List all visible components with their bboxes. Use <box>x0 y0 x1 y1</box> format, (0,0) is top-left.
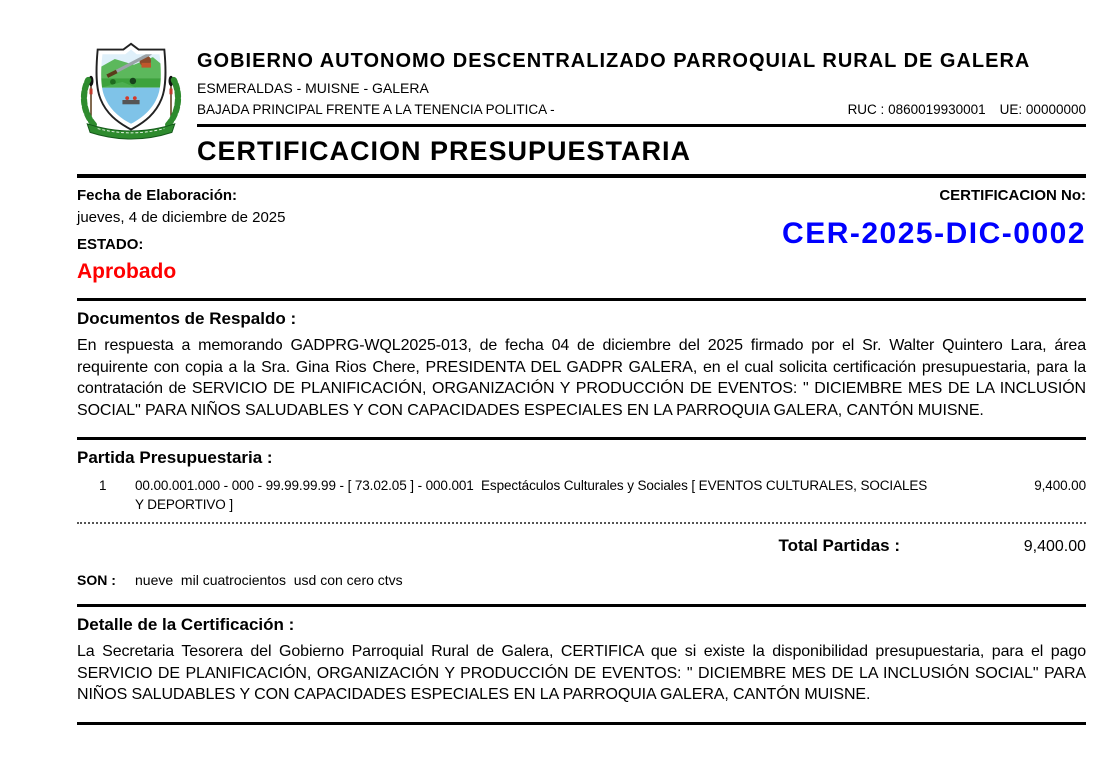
coat-of-arms-icon <box>78 40 184 140</box>
org-location: ESMERALDAS - MUISNE - GALERA <box>197 80 429 96</box>
org-ids <box>834 102 1086 117</box>
org-address: BAJADA PRINCIPAL FRENTE A LA TENENCIA POLITICA - <box>197 102 555 117</box>
estado-label: ESTADO: <box>77 236 144 253</box>
documentos-body: En respuesta a memorando GADPRG-WQL2025-013, de fecha 04 de diciembre del 2025 firmado por el Sr. Walter Quintero Lara, área requirente con copia a la Sra. Gina Rios Chere, PRESIDENTA DEL GADPR GALERA, en el cual solicita certificación presupuestaria, para la contratación de SERVICIO DE PLANIFICACIÓN, ORGANIZACIÓN Y PRODUCCIÓN DE EVENTOS: " DICIEMBRE MES DE LA INCLUSIÓN SOCIAL" PARA NIÑOS SALUDABLES Y CON CAPACIDADES ESPECIALES EN LA PARROQUIA GALERA, CANTÓN MUISNE. <box>77 337 1086 419</box>
divider-bottom <box>77 722 1086 725</box>
ruc-value: RUC : 0860019930001 <box>847 102 986 117</box>
row-amount: 9,400.00 <box>1034 478 1086 493</box>
divider-detalle <box>77 604 1086 607</box>
divider-dotted <box>77 522 1086 524</box>
divider-documentos <box>77 298 1086 301</box>
amount-in-words-row <box>77 572 1086 588</box>
total-row <box>77 536 1086 556</box>
meta-right <box>782 187 1086 284</box>
fecha-label: Fecha de Elaboración: <box>77 187 238 204</box>
detalle-heading: Detalle de la Certificación : <box>77 615 295 634</box>
total-label: Total Partidas : <box>778 536 900 555</box>
meta-section <box>77 187 1086 284</box>
divider-header <box>77 174 1086 178</box>
partida-heading: Partida Presupuestaria : <box>77 448 273 467</box>
meta-left <box>77 187 285 284</box>
address-row <box>197 102 1086 127</box>
cert-no-label: CERTIFICACION No: <box>939 187 1086 204</box>
document-title: CERTIFICACION PRESUPUESTARIA <box>197 136 692 166</box>
cert-no-value: CER-2025-DIC-0002 <box>782 217 1086 250</box>
status-badge: Aprobado <box>77 260 177 283</box>
org-name: GOBIERNO AUTONOMO DESCENTRALIZADO PARROQUIAL RURAL DE GALERA <box>197 50 1031 72</box>
fecha-value: jueves, 4 de diciembre de 2025 <box>77 209 286 226</box>
header <box>197 0 1086 127</box>
row-number: 1 <box>99 478 107 493</box>
divider-partida <box>77 437 1086 440</box>
son-value: nueve mil cuatrocientos usd con cero ctvs <box>135 572 403 588</box>
document-content <box>77 0 1086 725</box>
ue-value: UE: 00000000 <box>999 102 1086 117</box>
detalle-body: La Secretaria Tesorera del Gobierno Parroquial Rural de Galera, CERTIFICA que si existe la disponibilidad presupuestaria, para el pago SERVICIO DE PLANIFICACIÓN, ORGANIZACIÓN Y PRODUCCIÓN DE EVENTOS: " DICIEMBRE MES DE LA INCLUSIÓN SOCIAL" PARA NIÑOS SALUDABLES Y CON CAPACIDADES ESPECIALES EN LA PARROQUIA GALERA, CANTÓN MUISNE. <box>77 643 1086 703</box>
table-row <box>77 476 1086 514</box>
son-label: SON : <box>77 572 116 588</box>
total-value: 9,400.00 <box>1023 538 1086 555</box>
documentos-heading: Documentos de Respaldo : <box>77 309 297 328</box>
row-detail: 00.00.001.000 - 000 - 99.99.99.99 - [ 73.02.05 ] - 000.001 Espectáculos Culturales y Sociales [ EVENTOS CULTURALES, SOCIALES Y DEPORTIVO ] <box>135 478 931 512</box>
